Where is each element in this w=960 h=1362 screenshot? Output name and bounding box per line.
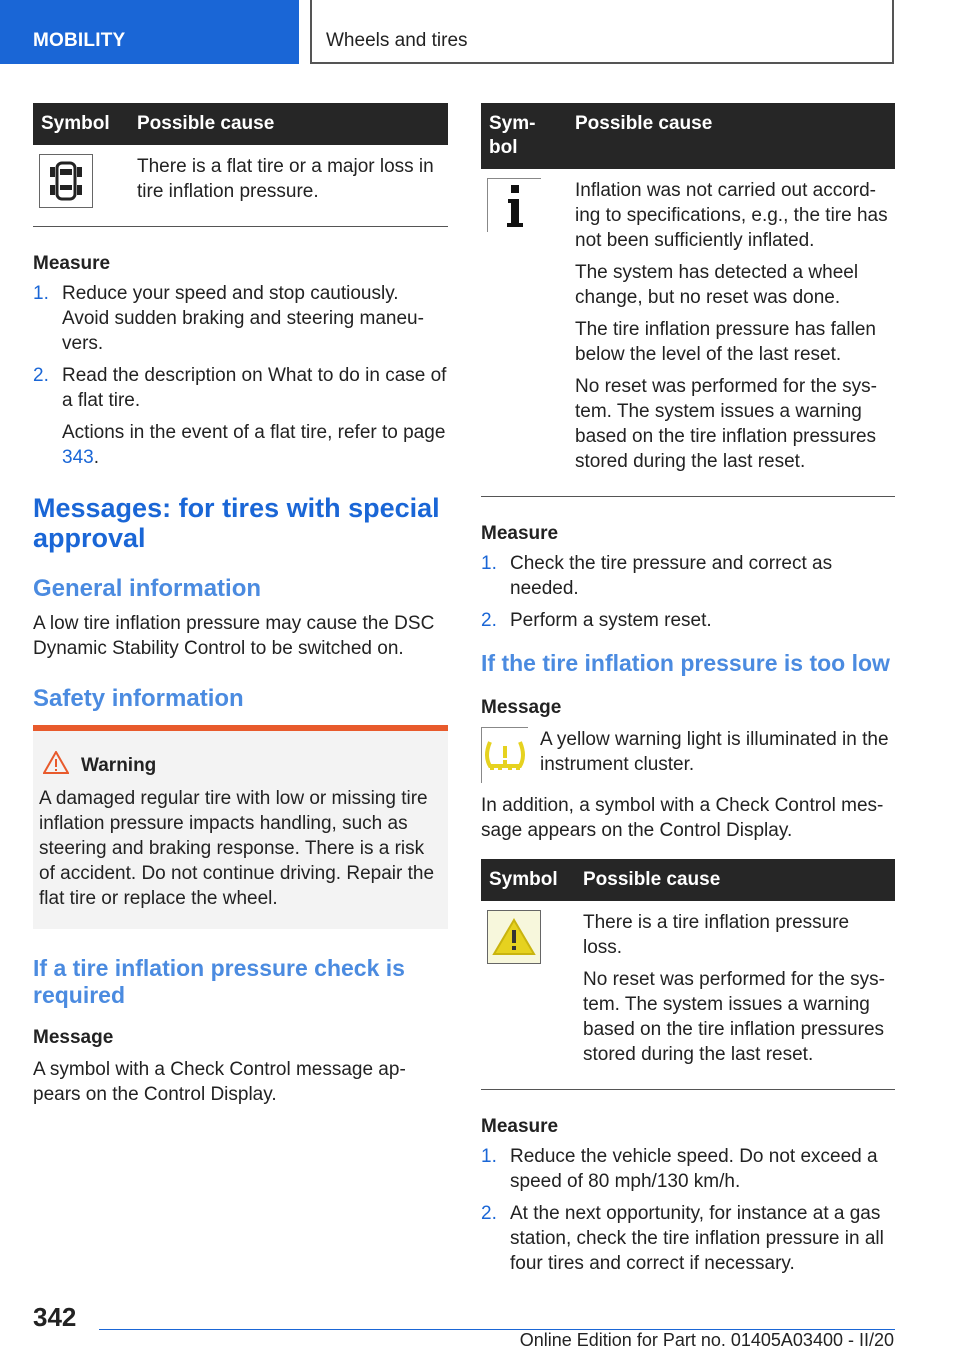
topic-title: Wheels and tires — [326, 30, 468, 51]
symbol-table-info — [481, 103, 895, 497]
warning-text: A damaged regular tire with low or missing tire inflation pressure impacts handling, such as steering and braking response. There is a risk of accident. Do not continue driving. Repair the flat tire or replace the wheel. — [39, 788, 435, 909]
yellow-warning-triangle-icon — [487, 910, 541, 964]
heading-special-approval: Messages: for tires with special approval — [33, 493, 440, 553]
table-cell-cause: There is a tire inflation pressure loss. No reset was performed for the sys-tem. The system issues a warning based on the tire inflation pressures stored during the last reset. — [575, 901, 895, 1090]
table-cell-cause: Inflation was not carried out accord-ing to specifications, e.g., the tire has not been sufficiently inflated. The system has detected a wheel change, but no reset was done. The tire inflation pressure has fallen below the level of the last reset. No reset was performed for the sys-tem. The system issues a warning based on the tire inflation pressures stored during the last reset. — [567, 169, 895, 497]
page-reference-link[interactable]: 343 — [62, 447, 94, 468]
message-text: A symbol with a Check Control message ap-pears on the Control Display. — [33, 1059, 406, 1105]
section-tab — [0, 0, 299, 64]
message-addition-text: In addition, a symbol with a Check Control mes-sage appears on the Control Display. — [481, 795, 884, 841]
warning-triangle-icon — [43, 751, 69, 780]
table-row — [481, 901, 895, 1090]
page-number: 342 — [33, 1302, 77, 1332]
measure-steps — [481, 1144, 895, 1276]
table-row — [481, 169, 895, 497]
measure-steps — [481, 551, 895, 633]
message-label: Message — [33, 1027, 114, 1048]
measure-steps — [33, 281, 448, 470]
table-cell-cause: There is a flat tire or a major loss in tire inflation pressure. — [129, 145, 448, 227]
flat-tire-car-icon — [39, 154, 93, 208]
list-item: 1. Reduce the vehicle speed. Do not exceed a speed of 80 mph/130 km/h. — [481, 1146, 878, 1192]
measure-label: Measure — [481, 1116, 559, 1137]
warning-title: Warning — [81, 754, 157, 776]
measure-label: Measure — [481, 523, 559, 544]
left-column — [33, 103, 448, 1107]
symbol-table-pressure-loss — [481, 859, 895, 1090]
tpms-warning-light-icon — [481, 727, 528, 783]
info-icon — [487, 178, 541, 232]
right-column — [481, 103, 895, 1283]
symbol-table-flat-tire — [33, 103, 448, 227]
topic-tab — [310, 0, 894, 64]
list-item: 1. Reduce your speed and stop cautiously. Avoid sudden braking and steering maneu-vers. — [33, 283, 424, 354]
table-header-cause: Possible cause — [129, 103, 448, 145]
section-title: MOBILITY — [33, 30, 126, 51]
heading-safety-information: Safety information — [33, 685, 244, 712]
table-header-symbol: Sym-bol — [481, 103, 567, 169]
table-row — [33, 145, 448, 227]
list-item: 2. Read the description on What to do in case of a flat tire. Actions in the event of a flat tire, refer to page 343. — [33, 365, 447, 468]
heading-pressure-too-low: If the tire inflation pressure is too low — [481, 650, 890, 676]
table-header-symbol: Symbol — [481, 859, 575, 901]
list-item: 2. Perform a system reset. — [481, 610, 712, 631]
list-item: 1. Check the tire pressure and correct as needed. — [481, 553, 833, 599]
general-text: A low tire inflation pressure may cause the DSC Dynamic Stability Control to be switched on. — [33, 613, 435, 659]
edition-text: Online Edition for Part no. 01405A03400 - II/20 — [519, 1330, 894, 1350]
list-item: 2. At the next opportunity, for instance at a gas station, check the tire inflation pressure in all four tires and correct if necessary. — [481, 1203, 884, 1274]
message-light-text: A yellow warning light is illuminated in the instrument cluster. — [540, 729, 889, 775]
table-header-cause: Possible cause — [575, 859, 895, 901]
warning-box — [33, 725, 448, 929]
table-header-symbol: Symbol — [33, 103, 129, 145]
heading-check-required: If a tire inflation pressure check is required — [33, 955, 405, 1008]
heading-general-information: General information — [33, 575, 262, 602]
table-header-cause: Possible cause — [567, 103, 895, 169]
measure-label: Measure — [33, 253, 111, 274]
message-label: Message — [481, 697, 562, 718]
